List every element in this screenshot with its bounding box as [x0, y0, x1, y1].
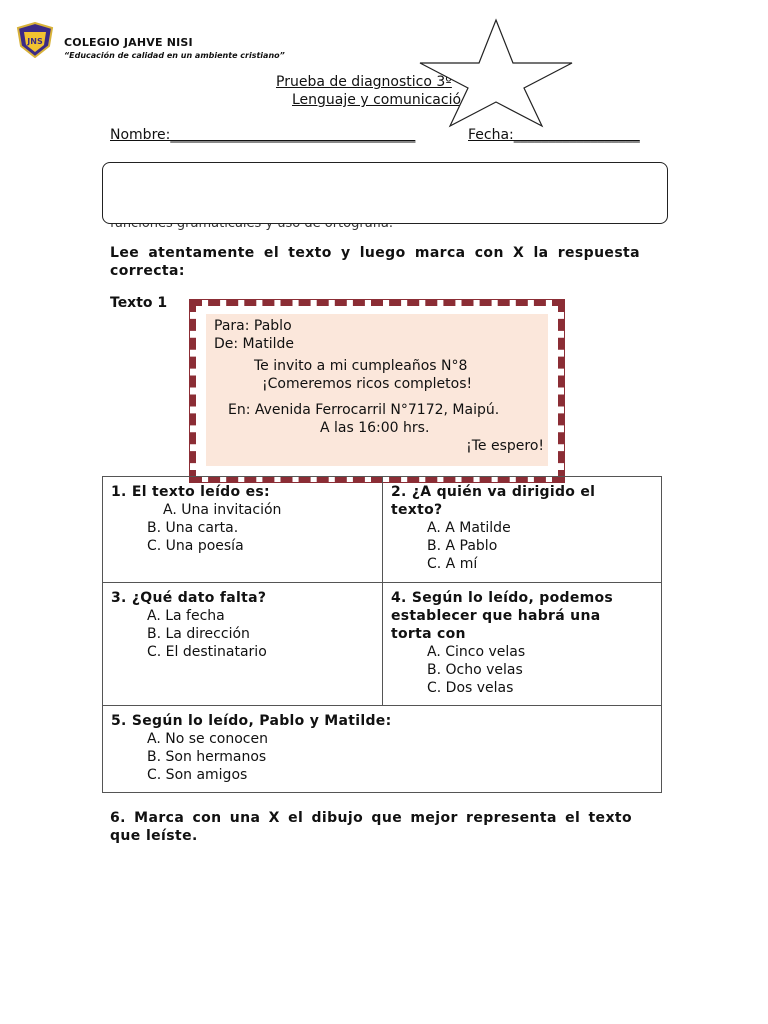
question-cell-4: [383, 583, 662, 706]
question-cell-1: [103, 477, 383, 583]
texto-label: Texto 1: [110, 295, 168, 311]
question-3-option-c[interactable]: C. El destinatario: [147, 644, 267, 660]
question-cell-5: [103, 706, 662, 793]
questions-table: [102, 476, 662, 793]
star-icon: [418, 18, 574, 128]
question-2: 2. ¿A quién va dirigido el texto?: [391, 484, 596, 518]
test-title: Prueba de diagnostico 3º: [276, 74, 452, 90]
question-2-option-b[interactable]: B. A Pablo: [427, 538, 498, 554]
name-field[interactable]: Nombre:___________________________________: [110, 127, 416, 143]
question-5: 5. Según lo leído, Pablo y Matilde:: [111, 713, 392, 729]
school-motto: “Educación de calidad en un ambiente cristiano”: [64, 51, 285, 60]
invitation-time: A las 16:00 hrs.: [320, 420, 430, 436]
invitation-address: En: Avenida Ferrocarril N°7172, Maipú.: [228, 402, 500, 418]
invitation-card: [190, 300, 564, 482]
question-5-option-a[interactable]: A. No se conocen: [147, 731, 268, 747]
invitation-to: Para: Pablo: [214, 318, 292, 334]
question-cell-2: [383, 477, 662, 583]
question-3-option-b[interactable]: B. La dirección: [147, 626, 250, 642]
question-1: 1. El texto leído es:: [111, 484, 270, 500]
question-1-option-b[interactable]: B. Una carta.: [147, 520, 239, 536]
invitation-line-1: Te invito a mi cumpleaños N°8: [254, 358, 468, 374]
question-3: 3. ¿Qué dato falta?: [111, 590, 267, 606]
logo-text: JNS: [27, 37, 43, 46]
invitation-line-2: ¡Comeremos ricos completos!: [262, 376, 473, 392]
invitation-from: De: Matilde: [214, 336, 294, 352]
invitation-closing: ¡Te espero!: [466, 438, 544, 454]
question-1-option-c[interactable]: C. Una poesía: [147, 538, 244, 554]
school-logo: [16, 22, 54, 58]
question-4-option-a[interactable]: A. Cinco velas: [427, 644, 526, 660]
question-cell-3: [103, 583, 383, 706]
question-3-option-a[interactable]: A. La fecha: [147, 608, 225, 624]
question-5-option-c[interactable]: C. Son amigos: [147, 767, 248, 783]
question-2-option-a[interactable]: A. A Matilde: [427, 520, 511, 536]
question-4: 4. Según lo leído, podemos establecer que habrá una torta con: [391, 590, 614, 642]
question-6: 6. Marca con una X el dibujo que mejor representa el texto que leíste.: [110, 810, 632, 844]
question-2-option-c[interactable]: C. A mí: [427, 556, 478, 572]
question-4-option-c[interactable]: C. Dos velas: [427, 680, 514, 696]
objective-box: [102, 162, 668, 224]
instruction-text: Lee atentamente el texto y luego marca con X la respuesta correcta:: [110, 245, 640, 279]
school-name: COLEGIO JAHVE NISI: [64, 36, 193, 49]
invitation-background: [206, 314, 548, 466]
question-1-option-a[interactable]: A. Una invitación: [163, 502, 282, 518]
question-5-option-b[interactable]: B. Son hermanos: [147, 749, 267, 765]
date-field[interactable]: Fecha:__________________: [468, 127, 640, 143]
subject-title: Lenguaje y comunicació: [292, 92, 462, 108]
question-4-option-b[interactable]: B. Ocho velas: [427, 662, 523, 678]
